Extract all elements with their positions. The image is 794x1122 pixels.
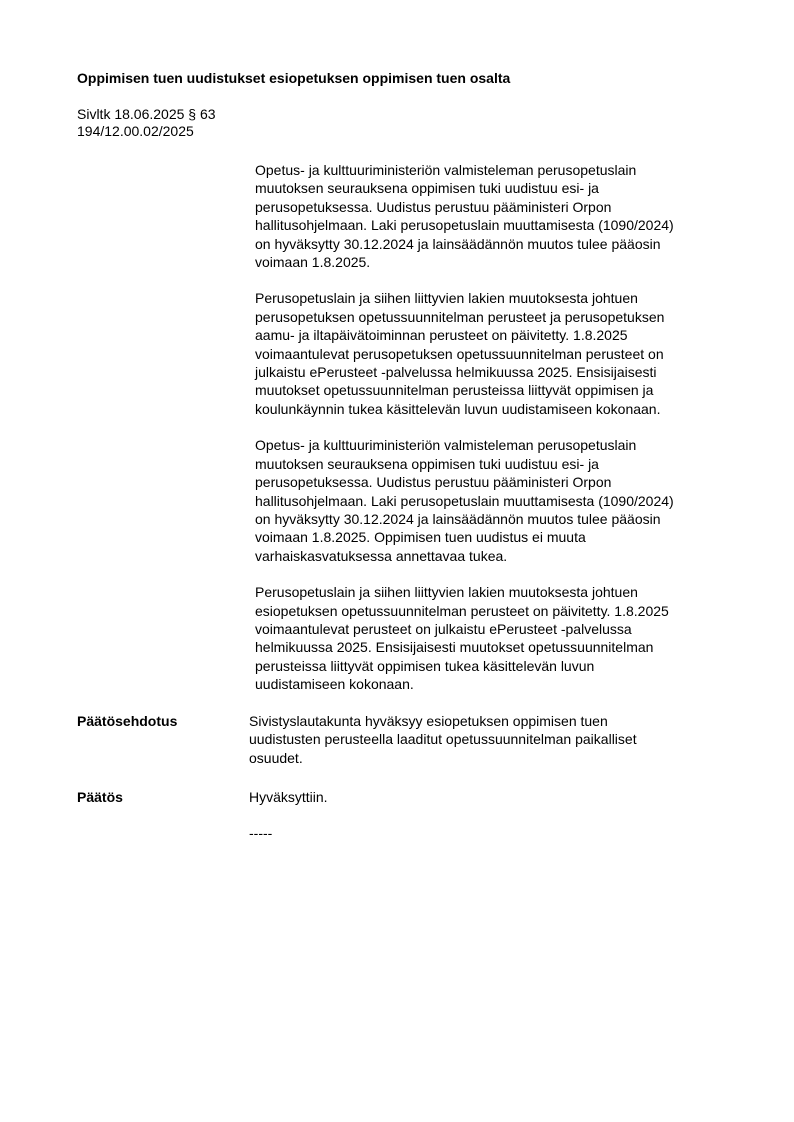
proposal-text xyxy=(249,712,769,767)
decision-label: Päätös xyxy=(77,789,123,805)
text-line: voimaan 1.8.2025. Oppimisen tuen uudistus ei muuta xyxy=(255,529,586,546)
text-line: on hyväksytty 30.12.2024 ja lainsäädännön muutos tulee pääosin xyxy=(255,510,661,527)
paragraph-2 xyxy=(255,289,755,418)
text-line: Sivistyslautakunta hyväksyy esiopetuksen oppimisen tuen xyxy=(249,713,608,729)
text-line: julkaistu ePerusteet -palvelussa helmikuussa 2025. Ensisijaisesti xyxy=(255,364,657,381)
proposal-label: Päätösehdotus xyxy=(77,713,178,729)
record-number: 194/12.00.02/2025 xyxy=(77,123,194,139)
text-line: voimaantulevat perusopetuksen opetussuunnitelman perusteet on xyxy=(255,345,664,362)
text-line: perusopetuksen opetussuunnitelman perusteet ja perusopetuksen xyxy=(255,308,665,325)
text-line: perusopetuksessa. Uudistus perustuu pääministeri Orpon xyxy=(255,198,612,215)
text-line: Perusopetuslain ja siihen liittyvien lakien muutoksesta johtuen xyxy=(255,584,638,601)
end-mark: ----- xyxy=(249,825,273,841)
body-text xyxy=(255,161,755,712)
text-line: osuudet. xyxy=(249,749,303,766)
text-line: Perusopetuslain ja siihen liittyvien lakien muutoksesta johtuen xyxy=(255,290,638,307)
text-line: helmikuussa 2025. Ensisijaisesti muutokset opetussuunnitelman xyxy=(255,639,654,656)
text-line: esiopetuksen opetussuunnitelman perusteet on päivitetty. 1.8.2025 xyxy=(255,602,669,619)
text-line: muutoksen seurauksena oppimisen tuki uudistuu esi- ja xyxy=(255,180,599,197)
text-line: perusopetuksessa. Uudistus perustuu pääministeri Orpon xyxy=(255,474,612,491)
decision-text: Hyväksyttiin. xyxy=(249,789,328,805)
text-line: Opetus- ja kulttuuriministeriön valmisteleman perusopetuslain xyxy=(255,162,637,178)
text-line: muutokset opetussuunnitelman perusteissa liittyvät oppimisen ja xyxy=(255,382,654,399)
text-line: koulunkäynnin tukea käsittelevän luvun uudistamiseen kokonaan. xyxy=(255,400,661,417)
text-line: uudistusten perusteella laaditut opetussuunnitelman paikalliset xyxy=(249,731,637,748)
text-line: perusteissa liittyvät oppimisen tukea käsittelevän luvun xyxy=(255,657,595,674)
text-line: hallitusohjelmaan. Laki perusopetuslain muuttamisesta (1090/2024) xyxy=(255,217,674,234)
text-line: voimaantulevat perusteet on julkaistu ePerusteet -palvelussa xyxy=(255,620,632,637)
text-line: uudistamiseen kokonaan. xyxy=(255,676,414,693)
meeting-reference-block xyxy=(77,106,216,140)
paragraph-1 xyxy=(255,161,755,271)
document-title: Oppimisen tuen uudistukset esiopetuksen oppimisen tuen osalta xyxy=(77,70,511,86)
text-line: on hyväksytty 30.12.2024 ja lainsäädännön muutos tulee pääosin xyxy=(255,235,661,252)
text-line: voimaan 1.8.2025. xyxy=(255,254,371,271)
meeting-reference: Sivltk 18.06.2025 § 63 xyxy=(77,106,216,122)
text-line: muutoksen seurauksena oppimisen tuki uudistuu esi- ja xyxy=(255,455,599,472)
paragraph-3 xyxy=(255,436,755,565)
text-line: hallitusohjelmaan. Laki perusopetuslain muuttamisesta (1090/2024) xyxy=(255,492,674,509)
text-line: varhaiskasvatuksessa annettavaa tukea. xyxy=(255,547,508,564)
text-line: Opetus- ja kulttuuriministeriön valmisteleman perusopetuslain xyxy=(255,437,637,454)
paragraph-4 xyxy=(255,583,755,693)
text-line: aamu- ja iltapäivätoiminnan perusteet on päivitetty. 1.8.2025 xyxy=(255,327,628,344)
